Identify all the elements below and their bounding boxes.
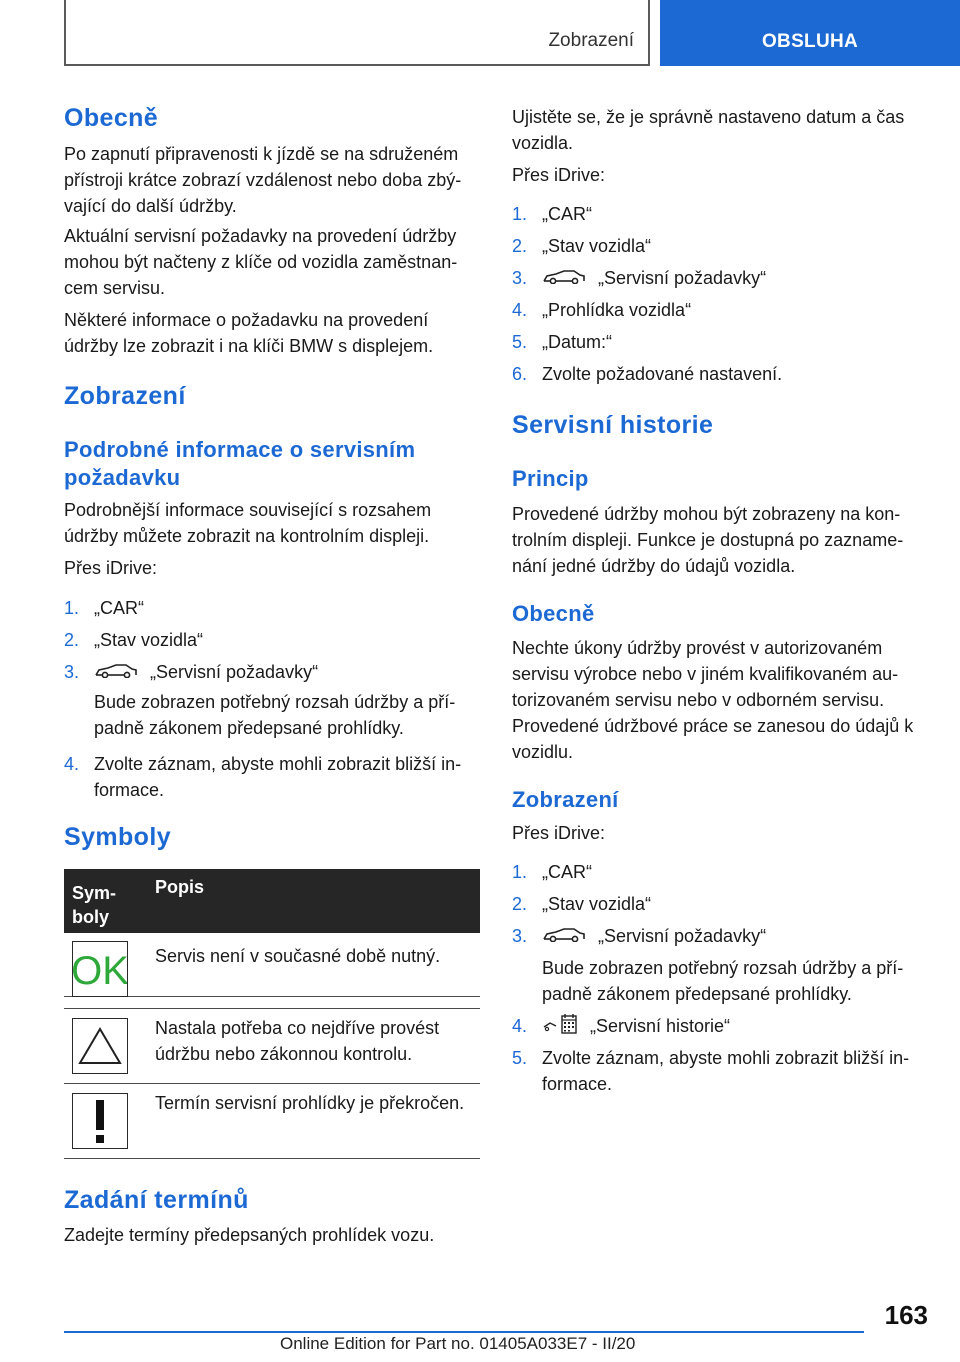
list-text: „Datum:“ bbox=[542, 332, 613, 352]
row-description: Termín servisní prohlídky je překročen. bbox=[155, 1093, 465, 1113]
list-note: Bude zobrazen potřebný rozsah údržby a případně zákonem předepsané prohlídky. bbox=[94, 692, 456, 738]
heading-obecne: Obecně bbox=[512, 601, 595, 626]
service-history-icon bbox=[542, 1013, 578, 1035]
list-number: 2. bbox=[512, 236, 528, 256]
paragraph-idrive: Přes iDrive: bbox=[512, 823, 606, 843]
list-text: Zvolte záznam, abyste mohli zobrazit bližší informace. bbox=[542, 1048, 910, 1094]
header-title: Zobrazení bbox=[548, 30, 634, 51]
list-label: „Servisní požadavky“ bbox=[150, 662, 319, 682]
heading-podrobne-informace: Podrobné informace o servisním požadavku bbox=[64, 437, 416, 490]
table-row bbox=[64, 933, 480, 997]
list-number: 2. bbox=[64, 630, 80, 650]
list-text: Zvolte záznam, abyste mohli zobrazit bližší informace. bbox=[94, 754, 462, 800]
car-icon bbox=[542, 928, 586, 942]
list-number: 2. bbox=[512, 894, 528, 914]
row-description: Servis není v současné době nutný. bbox=[155, 946, 441, 966]
list-label: „Servisní historie“ bbox=[590, 1016, 731, 1036]
list-number: 3. bbox=[64, 662, 80, 682]
page-number: 163 bbox=[884, 1300, 928, 1330]
list-number: 1. bbox=[512, 862, 528, 882]
heading-servisni-historie: Servisní historie bbox=[512, 411, 714, 439]
list-number: 1. bbox=[64, 598, 80, 618]
symbols-table bbox=[64, 869, 480, 1159]
list-note: Bude zobrazen potřebný rozsah údržby a případně zákonem předepsané prohlídky. bbox=[542, 958, 904, 1004]
list-number: 4. bbox=[512, 300, 528, 320]
table-spacer bbox=[64, 997, 480, 1009]
header-frame bbox=[64, 0, 650, 66]
column-header-symbols: Symboly bbox=[72, 883, 117, 927]
heading-princip: Princip bbox=[512, 466, 589, 491]
list-number: 5. bbox=[512, 1048, 528, 1068]
list-text: „CAR“ bbox=[542, 862, 592, 882]
list-text-with-icon bbox=[542, 265, 766, 291]
section-tab-obsluha[interactable]: OBSLUHA bbox=[660, 0, 960, 66]
list-label: „Servisní požadavky“ bbox=[598, 268, 767, 288]
list-number: 3. bbox=[512, 268, 528, 288]
list-text-with-icon bbox=[542, 923, 766, 949]
car-icon bbox=[542, 270, 586, 284]
list-number: 4. bbox=[64, 754, 80, 774]
list-text: „Stav vozidla“ bbox=[542, 236, 652, 256]
list-text: „Prohlídka vozidla“ bbox=[542, 300, 692, 320]
exclamation-icon bbox=[72, 1093, 128, 1149]
paragraph-idrive: Přes iDrive: bbox=[512, 165, 606, 185]
row-description: Nastala potřeba co nejdříve provést údržbu nebo zákonnou kontrolu. bbox=[155, 1018, 440, 1064]
list-number: 1. bbox=[512, 204, 528, 224]
paragraph: Některé informace o požadavku na provedení údržby lze zobrazit i na klíči BMW s displejem. bbox=[64, 310, 434, 356]
table-row bbox=[64, 1009, 480, 1084]
list-text: „CAR“ bbox=[94, 598, 144, 618]
heading-zobrazeni: Zobrazení bbox=[64, 382, 186, 410]
column-header-description: Popis bbox=[155, 877, 205, 897]
paragraph: Aktuální servisní požadavky na provedení údržby mohou být načteny z klíče od vozidla zaměstnancem servisu. bbox=[64, 226, 458, 298]
list-text: „CAR“ bbox=[542, 204, 592, 224]
list-number: 3. bbox=[512, 926, 528, 946]
paragraph: Ujistěte se, že je správně nastaveno datum a čas vozidla. bbox=[512, 107, 905, 153]
table-header bbox=[64, 869, 480, 933]
list-number: 4. bbox=[512, 1016, 528, 1036]
list-text: „Stav vozidla“ bbox=[94, 630, 204, 650]
list-text: „Stav vozidla“ bbox=[542, 894, 652, 914]
paragraph: Podrobnější informace související s rozsahem údržby můžete zobrazit na kontrolním displeji. bbox=[64, 500, 432, 546]
svg-text:OK: OK bbox=[73, 949, 127, 993]
list-text-with-icon bbox=[94, 659, 318, 685]
warning-triangle-icon bbox=[72, 1018, 128, 1074]
list-label: „Servisní požadavky“ bbox=[598, 926, 767, 946]
footer-divider bbox=[64, 1331, 864, 1333]
footer-edition: Online Edition for Part no. 01405A033E7 - II/20 bbox=[280, 1334, 636, 1353]
paragraph: Po zapnutí připravenosti k jízdě se na sdruženém přístroji krátce zobrazí vzdálenost nebo doba zbývající do další údržby. bbox=[64, 144, 462, 216]
paragraph-idrive: Přes iDrive: bbox=[64, 558, 158, 578]
table-row bbox=[64, 1084, 480, 1159]
list-number: 6. bbox=[512, 364, 528, 384]
paragraph: Nechte úkony údržby provést v autorizovaném servisu výrobce nebo v jiném kvalifikovaném autorizovaném servisu nebo v odborném servisu. Provedené údržbové práce se zanesou do údajů k vozidlu. bbox=[512, 638, 914, 762]
heading-obecne: Obecně bbox=[64, 104, 159, 132]
heading-symboly: Symboly bbox=[64, 823, 171, 851]
heading-zobrazeni: Zobrazení bbox=[512, 787, 619, 812]
list-text-with-icon bbox=[542, 1013, 730, 1039]
heading-zadani-terminu: Zadání termínů bbox=[64, 1186, 249, 1214]
list-number: 5. bbox=[512, 332, 528, 352]
car-icon bbox=[94, 664, 138, 678]
list-text: Zvolte požadované nastavení. bbox=[542, 364, 783, 384]
paragraph: Zadejte termíny předepsaných prohlídek vozu. bbox=[64, 1225, 435, 1245]
ok-icon bbox=[72, 941, 128, 997]
paragraph: Provedené údržby mohou být zobrazeny na kontrolním displeji. Funkce je dostupná po zaznamenání jedné údržby do údajů vozidla. bbox=[512, 504, 904, 576]
